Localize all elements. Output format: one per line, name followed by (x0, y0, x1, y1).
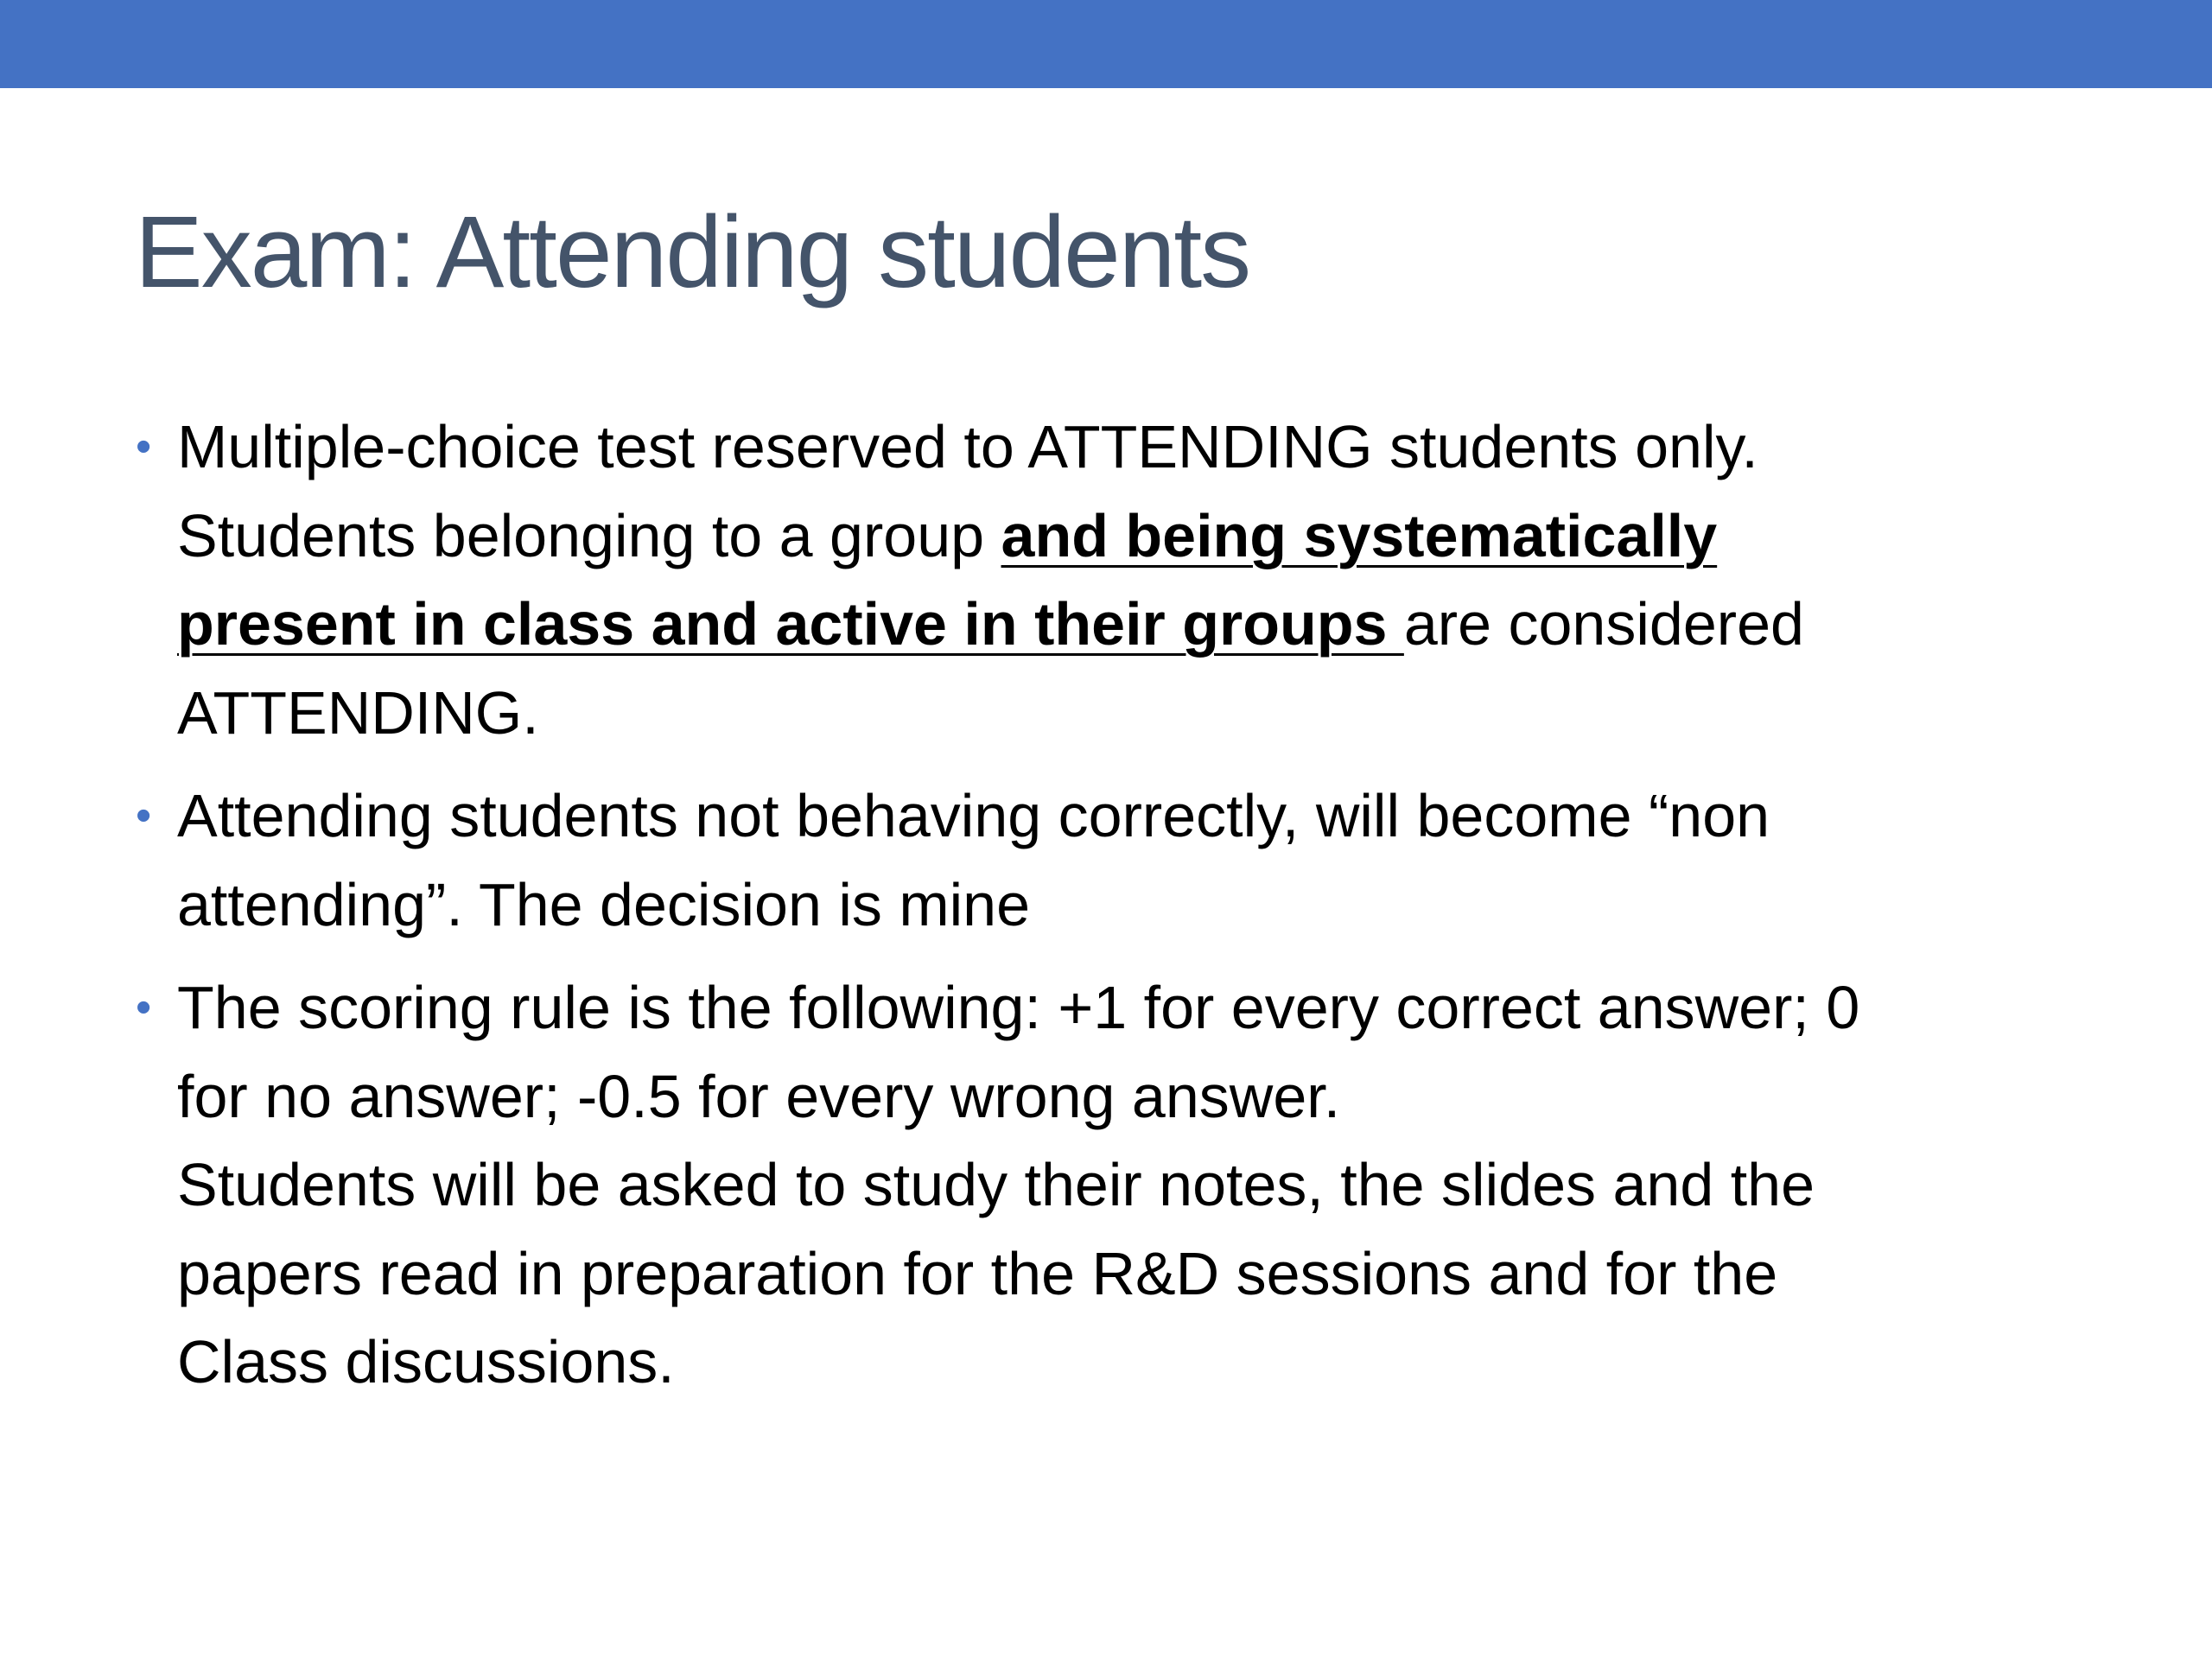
bullet-behavior-rule (136, 772, 2078, 949)
slide-title: Exam: Attending students (135, 195, 1250, 309)
bullet-attending-definition (136, 403, 2078, 757)
bullet-text-line: ATTENDING. (177, 678, 539, 747)
bullet-text-line: papers read in preparation for the R&D sessions and for the (177, 1239, 1778, 1307)
bullet-dot-icon: • (136, 791, 152, 841)
bullet-text-line: Students will be asked to study their notes, the slides and the (177, 1151, 1815, 1218)
bullet-dot-icon: • (136, 982, 152, 1033)
bullet-text-line: Attending students not behaving correctly, will become “non (177, 782, 1770, 849)
bullet-dot-icon: • (136, 422, 152, 472)
bullet-text-line: Class discussions. (177, 1328, 675, 1395)
emphasis-text: and being systematically (1001, 501, 1718, 569)
bullet-text-line: The scoring rule is the following: +1 for every correct answer; 0 (177, 974, 1860, 1041)
top-accent-bar (0, 0, 2212, 88)
bullet-text-line: attending”. The decision is mine (177, 870, 1031, 938)
emphasis-text: present in class and active in their groups (177, 590, 1404, 658)
bullet-text-line (177, 492, 2078, 581)
bullet-text-line: for no answer; -0.5 for every wrong answer. (177, 1062, 1341, 1130)
bullet-text-line: Multiple-choice test reserved to ATTENDING students only. (177, 413, 1758, 480)
bullet-text-span: Students belonging to a group (177, 501, 1001, 569)
bullet-text-span: are considered (1403, 590, 1804, 658)
bullet-text-line (177, 580, 2078, 669)
bullet-list (136, 403, 2078, 1407)
bullet-scoring-rule (136, 963, 2078, 1407)
